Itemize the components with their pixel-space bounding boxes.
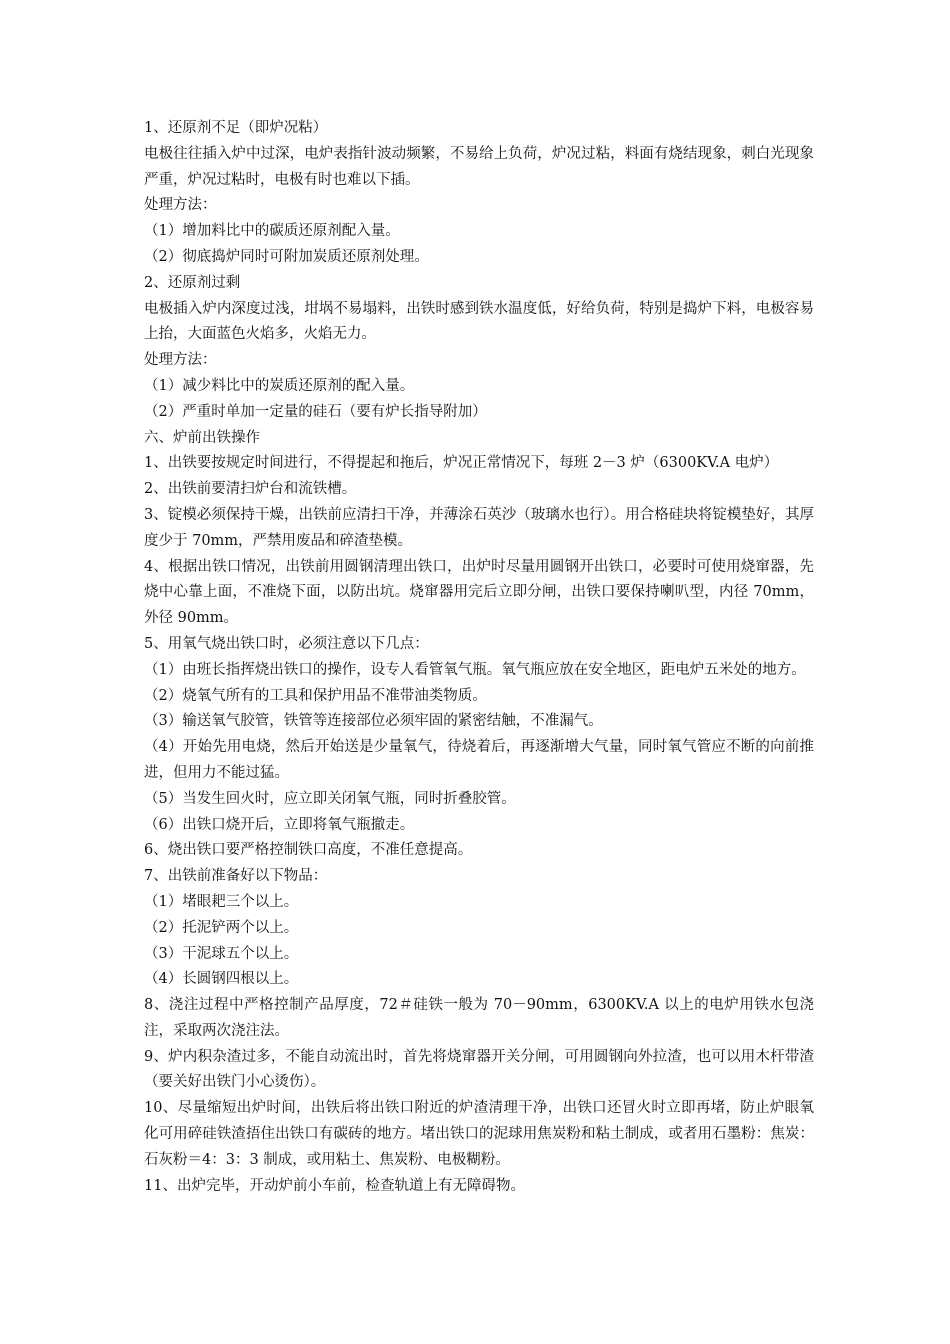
oxygen-item-3: （3）输送氧气胶管，铁管等连接部位必须牢固的紧密结触，不准漏气。 [144, 713, 603, 730]
tapping-rule-8: 8、浇注过程中严格控制产品厚度，72＃硅铁一般为 70－90mm，6300KV.A 以上的电炉用铁水包浇注，采取两次浇注法。 [144, 997, 814, 1039]
treatment-item-2-2: （2）严重时单加一定量的硅石（要有炉长指导附加） [144, 403, 487, 420]
oxygen-item-1: （1）由班长指挥烧出铁口的操作，设专人看管氧气瓶。氧气瓶应放在安全地区，距电炉五米处的地方。 [144, 661, 806, 678]
section-heading-tapping: 六、炉前出铁操作 [144, 429, 260, 446]
tapping-rule-4: 4、根据出铁口情况，出铁前用圆钢清理出铁口，出炉时尽量用圆钢开出铁口，必要时可使用烧窜器，先烧中心靠上面，不准烧下面，以防出坑。烧窜器用完后立即分闸，出铁口要保持喇叭型，内径 70mm，外径 90mm。 [144, 558, 814, 627]
tapping-rule-1: 1、出铁要按规定时间进行，不得提起和拖后，炉况正常情况下，每班 2－3 炉（6300KV.A 电炉） [144, 455, 779, 472]
oxygen-item-2: （2）烧氧气所有的工具和保护用品不准带油类物质。 [144, 687, 487, 704]
tapping-rule-11: 11、出炉完毕，开动炉前小车前，检查轨道上有无障碍物。 [144, 1177, 525, 1194]
treatment-item-1-1: （1）增加料比中的碳质还原剂配入量。 [144, 223, 400, 240]
tapping-rule-3: 3、锭模必须保持干燥，出铁前应清扫干净，并薄涂石英沙（玻璃水也行）。用合格硅块将锭模垫好，其厚度少于 70mm，严禁用废品和碎渣垫模。 [144, 506, 814, 549]
document-body [144, 116, 814, 1199]
tapping-rule-7: 7、出铁前准备好以下物品： [144, 868, 328, 885]
supplies-item-2: （2）托泥铲两个以上。 [144, 919, 299, 936]
treatment-item-1-2: （2）彻底捣炉同时可附加炭质还原剂处理。 [144, 248, 429, 265]
heading-excess-reductant: 2、还原剂过剩 [144, 274, 241, 291]
tapping-rule-10: 10、尽量缩短出炉时间，出铁后将出铁口附近的炉渣清理干净，出铁口还冒火时立即再堵，防止炉眼氧化可用碎硅铁渣捂住出铁口有碳砖的地方。堵出铁口的泥球用焦炭粉和粘土制成，或者用石墨粉：焦炭：石灰粉＝4：3：3 制成，或用粘土、焦炭粉、电极糊粉。 [144, 1100, 814, 1168]
label-treatment-1: 处理方法： [144, 197, 217, 214]
treatment-item-2-1: （1）减少料比中的炭质还原剂的配入量。 [144, 377, 415, 394]
supplies-item-1: （1）堵眼耙三个以上。 [144, 893, 299, 910]
label-treatment-2: 处理方法： [144, 352, 217, 369]
oxygen-item-4: （4）开始先用电烧，然后开始送是少量氧气，待烧着后，再逐渐增大气量，同时氧气管应不断的向前推进，但用力不能过猛。 [144, 739, 814, 781]
tapping-rule-9: 9、炉内积杂渣过多，不能自动流出时，首先将烧窜器开关分闸，可用圆钢向外拉渣，也可以用木杆带渣（要关好出铁门小心烫伤）。 [144, 1048, 814, 1091]
tapping-rule-2: 2、出铁前要清扫炉台和流铁槽。 [144, 481, 357, 498]
supplies-item-4: （4）长圆钢四根以上。 [144, 971, 299, 988]
oxygen-item-5: （5）当发生回火时，应立即关闭氧气瓶，同时折叠胶管。 [144, 790, 516, 807]
tapping-rule-6: 6、烧出铁口要严格控制铁口高度，不准任意提高。 [144, 842, 473, 859]
oxygen-item-6: （6）出铁口烧开后，立即将氧气瓶撤走。 [144, 816, 415, 833]
supplies-item-3: （3）干泥球五个以上。 [144, 945, 299, 962]
tapping-rule-5: 5、用氧气烧出铁口时，必须注意以下几点： [144, 635, 429, 652]
paragraph-symptoms-insufficient: 电极往往插入炉中过深，电炉表指针波动频繁，不易给上负荷，炉况过粘，料面有烧结现象，刺白光现象严重，炉况过粘时，电极有时也难以下插。 [144, 145, 814, 188]
heading-insufficient-reductant: 1、还原剂不足（即炉况粘） [144, 120, 328, 136]
paragraph-symptoms-excess: 电极插入炉内深度过浅，坩埚不易塌料，出铁时感到铁水温度低，好给负荷，特别是捣炉下料，电极容易上抬，大面蓝色火焰多，火焰无力。 [144, 300, 814, 343]
